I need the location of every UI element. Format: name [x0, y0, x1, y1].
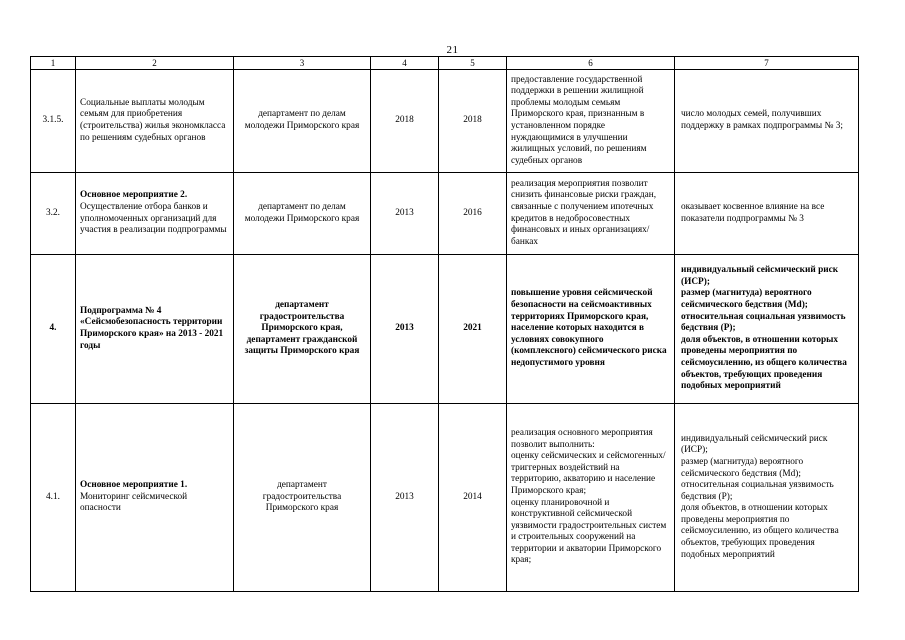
start-year: 2013 [371, 173, 439, 255]
row-number: 3.1.5. [31, 70, 76, 173]
indicators: число молодых семей, получивших поддержку в рамках подпрограммы № 3; [675, 70, 859, 173]
col-header: 1 [31, 57, 76, 70]
start-year: 2018 [371, 70, 439, 173]
start-year: 2013 [371, 404, 439, 592]
header-row [31, 57, 859, 70]
end-year: 2018 [439, 70, 507, 173]
executor: департамент градостроительства Приморского края, департамент гражданской защиты Приморского края [234, 255, 371, 404]
col-header: 5 [439, 57, 507, 70]
row-number: 3.2. [31, 173, 76, 255]
table-row [31, 404, 859, 592]
expected-result: повышение уровня сейсмической безопасности на сейсмоактивных территориях Приморского края, население которых находится в условиях совокупного (комплексного) сейсмического риска недопустимого уровня [507, 255, 675, 404]
page-number: 21 [446, 44, 459, 56]
end-year: 2016 [439, 173, 507, 255]
activity-cell [76, 404, 234, 592]
activity-title: Основное мероприятие 1. [80, 480, 188, 491]
program-table [30, 56, 859, 592]
executor: департамент градостроительства Приморского края [234, 404, 371, 592]
activity-name: Мониторинг сейсмической опасности [80, 491, 188, 514]
executor: департамент по делам молодежи Приморского края [234, 70, 371, 173]
table-row [31, 70, 859, 173]
subprogram-name: Подпрограмма № 4 «Сейсмобезопасность территории Приморского края» на 2013 - 2021 годы [76, 255, 234, 404]
row-number: 4. [31, 255, 76, 404]
activity-cell [76, 173, 234, 255]
start-year: 2013 [371, 255, 439, 404]
indicators: индивидуальный сейсмический риск (ИСР); размер (магнитуда) вероятного сейсмического бедствия (Md); относительная социальная уязвимость бедствия (Р); доля объектов, в отношении которых проведены мероприятия по сейсмоусилению, из общего количества объектов, требующих проведения подобных мероприятий [675, 255, 859, 404]
executor: департамент по делам молодежи Приморского края [234, 173, 371, 255]
end-year: 2021 [439, 255, 507, 404]
activity-name: Социальные выплаты молодым семьям для приобретения (строительства) жилья экономкласса по решениям судебных органов [76, 70, 234, 173]
expected-result: предоставление государственной поддержки в решении жилищной проблемы молодым семьям Приморского края, признанным в установленном порядке нуждающимися в улучшении жилищных условий, по решениям судебных органов [507, 70, 675, 173]
activity-title: Основное мероприятие 2. [80, 190, 188, 201]
table-row [31, 255, 859, 404]
indicators: индивидуальный сейсмический риск (ИСР); размер (магнитуда) вероятного сейсмического бедствия (Md); относительная социальная уязвимость бедствия (Р); доля объектов, в отношении которых проведены мероприятия по сейсмоусилению, из общего количества объектов, требующих проведения подобных мероприятий [675, 404, 859, 592]
col-header: 6 [507, 57, 675, 70]
activity-name: Осуществление отбора банков и уполномоченных организаций для участия в реализации подпрограммы [80, 201, 227, 236]
table-row [31, 173, 859, 255]
expected-result: реализация основного мероприятия позволит выполнить: оценку сейсмических и сейсмогенных/триггерных воздействий на территорию, акваторию и население Приморского края; оценку планировочной и конструктивной сейсмической уязвимости градостроительных систем и строительных сооружений на территории и акватории Приморского края; [507, 404, 675, 592]
indicators: оказывает косвенное влияние на все показатели подпрограммы № 3 [675, 173, 859, 255]
col-header: 2 [76, 57, 234, 70]
col-header: 4 [371, 57, 439, 70]
col-header: 3 [234, 57, 371, 70]
col-header: 7 [675, 57, 859, 70]
expected-result: реализация мероприятия позволит снизить финансовые риски граждан, связанные с получением ипотечных кредитов в недобросовестных финансовых и иных организациях/банках [507, 173, 675, 255]
end-year: 2014 [439, 404, 507, 592]
row-number: 4.1. [31, 404, 76, 592]
